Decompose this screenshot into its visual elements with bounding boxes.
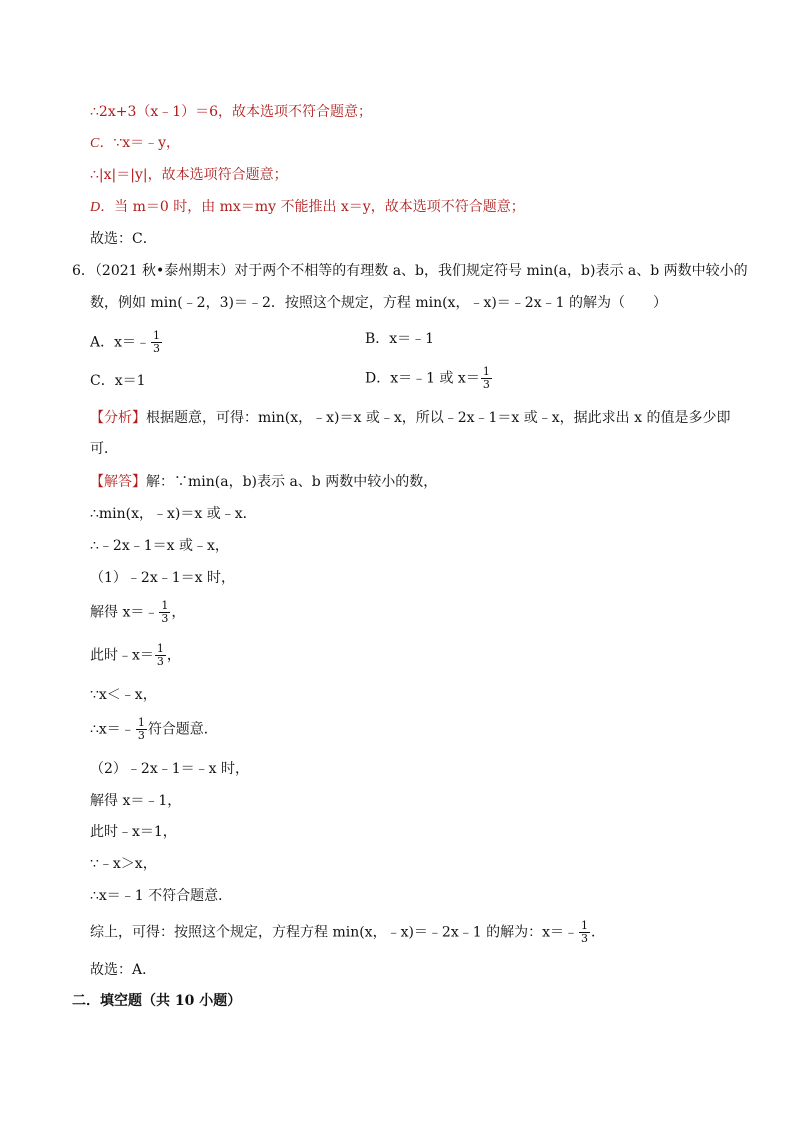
analysis-line-2: 可． xyxy=(90,441,118,457)
option-a-fraction xyxy=(151,330,162,355)
question-6-stem-line-2: 数，例如 min(﹣2，3)＝﹣2．按照这个规定，方程 min(x，﹣x)＝﹣2x﹣1 的解为（ ） xyxy=(90,295,667,311)
option-b: B．x＝﹣1 xyxy=(365,331,435,347)
prev-answer: 故选：C． xyxy=(90,231,157,247)
solution-line-5-text: 解得 x＝﹣ xyxy=(90,604,159,621)
solution-line-9: （2）﹣2x﹣1＝﹣x 时， xyxy=(90,761,249,777)
option-d-label: D． xyxy=(90,200,115,215)
solution-line-5-suffix: ， xyxy=(171,604,186,621)
solution-line-6-suffix: ， xyxy=(166,647,181,664)
solution-line-8-text: ∴x＝﹣ xyxy=(90,721,135,738)
fraction-numerator: 1 xyxy=(161,599,169,612)
fraction-numerator: 1 xyxy=(581,919,588,932)
solution-text: 解：∵min(a，b)表示 a、b 两数中较小的数， xyxy=(146,474,438,490)
solution-line-1 xyxy=(90,473,437,491)
option-a xyxy=(90,330,163,355)
option-a-text: A．x＝﹣ xyxy=(90,334,151,351)
question-6-stem-line-1: 6．（2021 秋•泰州期末）对于两个不相等的有理数 a、b，我们规定符号 min(a，b)表示 a、b 两数中较小的 xyxy=(72,263,748,279)
solution-line-7: ∵x＜﹣x， xyxy=(90,687,157,703)
solution-line-6-fraction xyxy=(155,643,166,668)
option-d xyxy=(365,366,493,391)
solution-line-14 xyxy=(90,920,605,945)
section-heading: 二．填空题（共 10 小题） xyxy=(72,993,242,1009)
solution-line-3: ∴﹣2x﹣1＝x 或﹣x， xyxy=(90,538,229,554)
fraction-denominator: 3 xyxy=(482,378,490,391)
option-d-text: 当 m＝0 时，由 mx＝my 不能推出 x＝y，故本选项不符合题意； xyxy=(114,199,525,215)
option-d-fraction xyxy=(481,366,492,391)
prev-solution-option-d xyxy=(90,198,525,217)
solution-line-6 xyxy=(90,643,181,668)
option-c: C．x＝1 xyxy=(90,373,146,389)
solution-line-14-suffix: ． xyxy=(591,924,605,941)
solution-line-8-suffix: 符合题意． xyxy=(147,721,218,738)
prev-solution-line-3: ∴|x|＝|y|，故本选项符合题意； xyxy=(90,167,288,183)
solution-line-14-text: 综上，可得：按照这个规定，方程方程 min(x，﹣x)＝﹣2x﹣1 的解为：x＝﹣ xyxy=(90,924,578,941)
option-c-text: ∵x＝﹣y， xyxy=(113,135,181,151)
solution-line-8-fraction xyxy=(136,717,147,742)
option-d-text: D．x＝﹣1 或 x＝ xyxy=(365,370,480,387)
analysis-text: 根据题意，可得：min(x，﹣x)＝x 或﹣x，所以﹣2x﹣1＝x 或﹣x，据此求出 x 的值是多少即 xyxy=(146,410,731,426)
solution-line-10: 解得 x＝﹣1， xyxy=(90,793,182,809)
solution-line-5 xyxy=(90,600,185,625)
fraction-denominator: 3 xyxy=(156,655,164,668)
solution-line-13: ∴x＝﹣1 不符合题意． xyxy=(90,888,233,904)
solution-line-6-text: 此时﹣x＝ xyxy=(90,647,154,664)
solution-label: 【解答】 xyxy=(90,474,146,490)
solution-line-8 xyxy=(90,717,218,742)
fraction-numerator: 1 xyxy=(153,329,161,342)
prev-solution-option-c xyxy=(90,134,180,153)
solution-line-11: 此时﹣x＝1， xyxy=(90,824,177,840)
fraction-numerator: 1 xyxy=(137,716,145,729)
solution-line-4: （1）﹣2x﹣1＝x 时， xyxy=(90,570,235,586)
solution-line-5-fraction xyxy=(159,600,170,625)
analysis-label: 【分析】 xyxy=(90,410,146,426)
solution-line-12: ∵﹣x＞x， xyxy=(90,856,157,872)
fraction-denominator: 3 xyxy=(153,342,161,355)
fraction-denominator: 3 xyxy=(137,729,145,742)
prev-solution-line-1: ∴2x+3（x﹣1）＝6，故本选项不符合题意； xyxy=(90,104,373,120)
solution-answer: 故选：A． xyxy=(90,962,157,978)
fraction-denominator: 3 xyxy=(581,932,588,945)
solution-line-2: ∴min(x，﹣x)＝x 或﹣x． xyxy=(90,506,257,522)
analysis-line-1 xyxy=(90,409,730,427)
option-c-label: C． xyxy=(90,136,114,151)
fraction-numerator: 1 xyxy=(156,642,164,655)
fraction-denominator: 3 xyxy=(161,612,169,625)
fraction-numerator: 1 xyxy=(482,365,490,378)
solution-line-14-fraction xyxy=(579,920,590,945)
